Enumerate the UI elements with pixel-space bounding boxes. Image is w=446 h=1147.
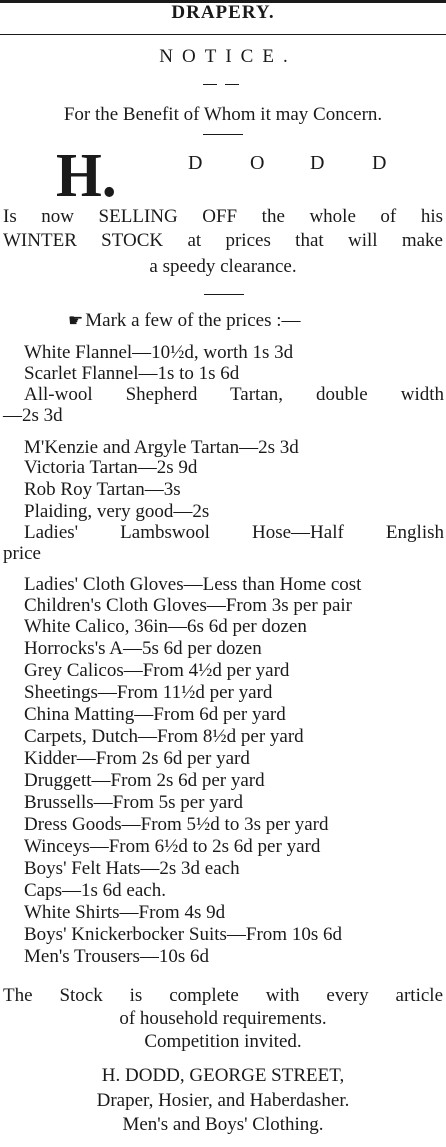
price-item: Men's Trousers—10s 6d: [24, 946, 210, 967]
intro-rule: [204, 294, 244, 295]
closing-line-2: of household requirements.: [119, 1008, 327, 1029]
price-item: Brussells—From 5s per yard: [24, 792, 244, 813]
closing-line-1: The Stock is complete with every article: [3, 985, 443, 1006]
price-item: White Calico, 36in—6s 6d per dozen: [24, 616, 307, 637]
benefit-rule: [203, 134, 243, 135]
benefit-line: For the Benefit of Whom it may Concern.: [63, 104, 383, 125]
price-item: Caps—1s 6d each.: [24, 880, 166, 901]
intro-line-1: Is now SELLING OFF the whole of his: [3, 206, 443, 227]
dash-rule-left: [203, 84, 217, 85]
price-item: Kidder—From 2s 6d per yard: [24, 748, 250, 769]
intro-line-3: a speedy clearance.: [149, 256, 297, 277]
price-item: White Shirts—From 4s 9d: [24, 902, 226, 923]
pointing-hand-icon: ☛: [68, 311, 84, 330]
price-item: —2s 3d: [3, 405, 63, 426]
intro-line-2: WINTER STOCK at prices that will make: [3, 230, 443, 251]
price-item: Plaiding, very good—2s: [24, 501, 210, 522]
section-heading: DRAPERY.: [171, 2, 275, 23]
name-initial: H.: [56, 142, 117, 210]
name-letter-4: D: [372, 152, 387, 174]
price-item: Boys' Knickerbocker Suits—From 10s 6d: [24, 924, 342, 945]
price-item: Dress Goods—From 5½d to 3s per yard: [24, 814, 329, 835]
name-letter-1: D: [188, 152, 203, 174]
signature-line-1: H. DODD, GEORGE STREET,: [101, 1065, 345, 1086]
price-item: White Flannel—10½d, worth 1s 3d: [24, 342, 294, 363]
prices-intro: ☛ Mark a few of the prices :—: [68, 310, 301, 331]
price-item: All-wool Shepherd Tartan, double width: [24, 384, 444, 405]
price-item: Ladies' Lambswool Hose—Half English: [24, 522, 444, 543]
price-item: Grey Calicos—From 4½d per yard: [24, 660, 290, 681]
notice-title: NOTICE.: [159, 46, 297, 67]
price-item: price: [3, 543, 41, 564]
closing-line-3: Competition invited.: [144, 1031, 302, 1052]
price-item: Sheetings—From 11½d per yard: [24, 682, 273, 703]
price-item: Boys' Felt Hats—2s 3d each: [24, 858, 240, 879]
signature-line-2: Draper, Hosier, and Haberdasher.: [96, 1090, 350, 1111]
price-item: Winceys—From 6½d to 2s 6d per yard: [24, 836, 321, 857]
price-item: Scarlet Flannel—1s to 1s 6d: [24, 363, 240, 384]
price-item: Druggett—From 2s 6d per yard: [24, 770, 265, 791]
price-item: Horrocks's A—5s 6d per dozen: [24, 638, 262, 659]
price-item: Rob Roy Tartan—3s: [24, 479, 181, 500]
price-item: Ladies' Cloth Gloves—Less than Home cost: [24, 574, 362, 595]
dash-rule-right: [225, 84, 239, 85]
price-item: Carpets, Dutch—From 8½d per yard: [24, 726, 304, 747]
price-item: M'Kenzie and Argyle Tartan—2s 3d: [24, 437, 299, 458]
name-letter-2: O: [250, 152, 265, 174]
name-letter-3: D: [310, 152, 325, 174]
heading-rule: [0, 34, 446, 35]
price-item: China Matting—From 6d per yard: [24, 704, 286, 725]
signature-line-3: Men's and Boys' Clothing.: [122, 1114, 324, 1135]
price-item: Children's Cloth Gloves—From 3s per pair: [24, 595, 352, 616]
price-item: Victoria Tartan—2s 9d: [24, 457, 198, 478]
